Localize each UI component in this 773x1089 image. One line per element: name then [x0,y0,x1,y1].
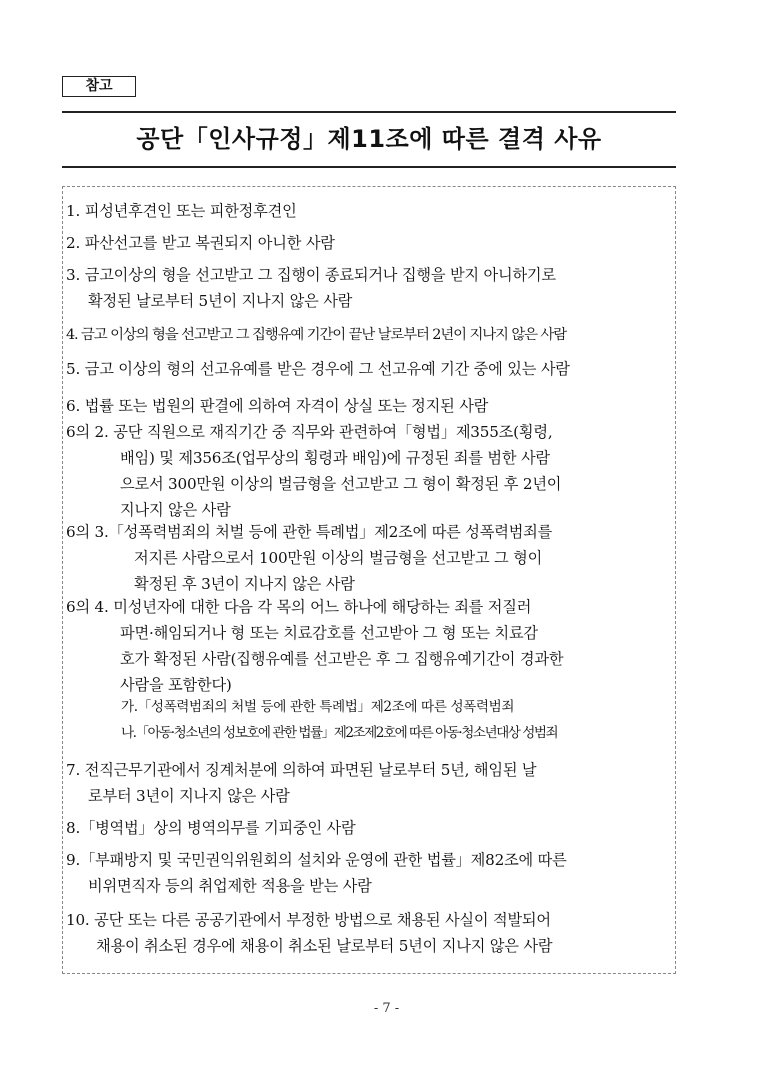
list-subitem-na [121,722,671,744]
list-item-10 [66,907,674,959]
list-item-line: 5. 금고 이상의 형의 선고유예를 받은 경우에 그 선고유예 기간 중에 있는 사람 [66,360,570,378]
page-number: - 7 - [373,1001,400,1016]
list-item-line: 6의 2. 공단 직원으로 재직기간 중 직무와 관련하여「형법」제355조(횡령, [66,423,553,441]
list-item-line: 6의 4. 미성년자에 대한 다음 각 목의 어느 하나에 해당하는 죄를 저질러 [66,598,532,616]
list-item-line: 6. 법률 또는 법원의 판결에 의하여 자격이 상실 또는 정지된 사람 [66,397,489,415]
list-item-line: 7. 전직근무기관에서 징계처분에 의하여 파면된 날로부터 5년, 해임된 날 [66,761,537,779]
list-item-line: 으로서 300만원 이상의 벌금형을 선고받고 그 형이 확정된 후 2년이 [120,475,562,493]
title-top-rule [62,111,676,113]
reference-badge: 참고 [62,76,136,97]
list-item-line: 로부터 3년이 지나지 않은 사람 [88,787,290,805]
list-item-7 [66,757,674,809]
list-item-line: 나.「아동·청소년의 성보호에 관한 법률」제2조제2호에 따른 아동·청소년대상 성범죄 [121,725,558,741]
list-item-line: 배임) 및 제356조(업무상의 횡령과 배임)에 규정된 죄를 범한 사람 [120,449,550,467]
list-item-1 [66,198,674,224]
list-item-line: 9.「부패방지 및 국민권익위원회의 설치와 운영에 관한 법률」제82조에 따른 [66,851,567,869]
list-item-line: 4. 금고 이상의 형을 선고받고 그 집행유예 기간이 끝난 날로부터 2년이 지나지 않은 사람 [66,327,567,343]
list-item-line: 2. 파산선고를 받고 복권되지 아니한 사람 [66,234,335,252]
list-item-line: 파면·해임되거나 형 또는 치료감호를 선고받아 그 형 또는 치료감 [120,624,538,642]
list-item-6-2 [66,419,674,523]
list-item-3 [66,262,674,314]
list-item-line: 3. 금고이상의 형을 선고받고 그 집행이 종료되거나 집행을 받지 아니하기로 [66,266,556,284]
list-item-2 [66,230,674,256]
list-item-line: 비위면직자 등의 취업제한 적용을 받는 사람 [88,877,372,895]
list-item-6-3 [66,519,674,597]
title-bottom-rule [62,166,676,168]
list-item-line: 호가 확정된 사람(집행유예를 선고받은 후 그 집행유예기간이 경과한 [120,650,564,668]
list-item-line: 가.「성폭력범죄의 처벌 등에 관한 특례법」제2조에 따른 성폭력범죄 [121,699,515,715]
list-item-6-4 [66,594,674,698]
list-item-line: 10. 공단 또는 다른 공공기관에서 부정한 방법으로 채용된 사실이 적발되어 [66,911,551,929]
list-item-6 [66,393,674,419]
list-item-line: 1. 피성년후견인 또는 피한정후견인 [66,202,297,220]
list-subitem-ga [121,696,671,718]
list-item-line: 사람을 포함한다) [120,676,232,694]
list-item-line: 저지른 사람으로서 100만원 이상의 벌금형을 선고받고 그 형이 [134,549,543,567]
list-item-5 [66,356,674,382]
list-item-line: 6의 3.「성폭력범죄의 처벌 등에 관한 특례법」제2조에 따른 성폭력범죄를 [66,523,553,541]
list-item-4 [66,322,674,348]
list-item-8 [66,815,674,841]
list-item-line: 지나지 않은 사람 [120,501,231,519]
list-item-9 [66,847,674,899]
list-item-line: 8.「병역법」상의 병역의무를 기피중인 사람 [66,819,356,837]
list-item-line: 채용이 취소된 경우에 채용이 취소된 날로부터 5년이 지나지 않은 사람 [96,937,553,955]
list-item-line: 확정된 날로부터 5년이 지나지 않은 사람 [88,292,353,310]
page-title: 공단「인사규정」제11조에 따른 결격 사유 [136,125,602,153]
list-item-line: 확정된 후 3년이 지나지 않은 사람 [134,575,355,593]
